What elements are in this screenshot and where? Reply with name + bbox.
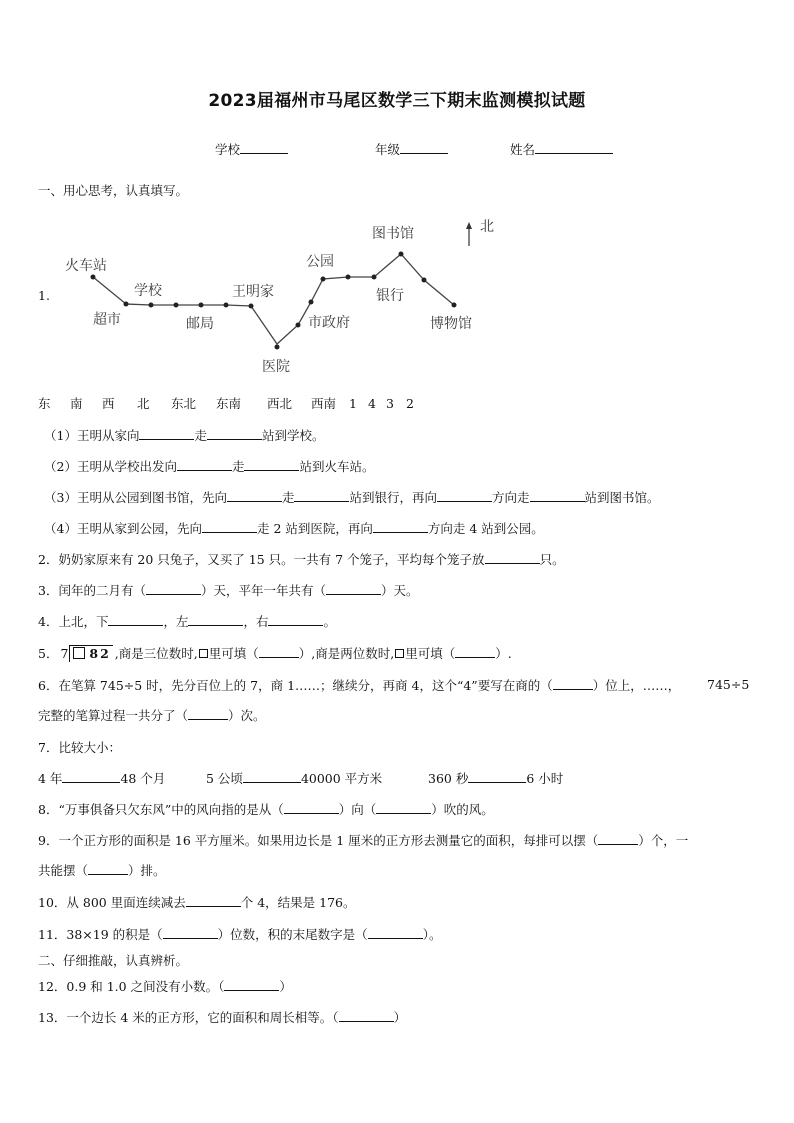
- text: 13．一个边长 4 米的正方形，它的面积和周长相等。（: [38, 1010, 339, 1025]
- grade-label: 年级: [375, 142, 401, 157]
- station-15: [422, 278, 427, 283]
- small-box-icon: [199, 649, 208, 658]
- option-southwest: 西南: [311, 396, 337, 411]
- text: ）向（: [338, 802, 377, 817]
- q2: [38, 551, 565, 568]
- dividend: 82: [89, 646, 111, 661]
- q12: [38, 978, 292, 995]
- label-school: 学校: [134, 283, 162, 299]
- answer-blank[interactable]: [294, 489, 349, 502]
- answer-blank[interactable]: [326, 582, 381, 599]
- q10: [38, 894, 355, 911]
- answer-blank[interactable]: [373, 520, 428, 533]
- q5: [38, 645, 512, 662]
- answer-blank[interactable]: [177, 458, 232, 471]
- answer-blank[interactable]: [339, 1009, 394, 1022]
- text: 方向走 4 站到公园。: [427, 521, 544, 536]
- text: 站到图书馆。: [584, 490, 660, 505]
- option-northwest: 西北: [267, 396, 293, 411]
- station-6: [224, 303, 229, 308]
- small-box-icon: [395, 649, 404, 658]
- station-4: [174, 303, 179, 308]
- text: ）: [393, 1010, 407, 1025]
- north-label: 北: [480, 219, 494, 235]
- option-3: 3: [386, 396, 394, 411]
- text: 6 小时: [526, 771, 564, 786]
- q6-line2: [38, 707, 266, 724]
- answer-blank[interactable]: [62, 770, 120, 783]
- text: ）位数，积的末尾数字是（: [217, 927, 368, 942]
- text: 6．在笔算 745÷5 时，先分百位上的 7，商 1……；继续分，再商 4，这个“4”要写在商的（: [38, 678, 553, 693]
- answer-blank[interactable]: [468, 770, 526, 783]
- station-museum: [452, 303, 457, 308]
- text: ，右: [243, 614, 269, 629]
- label-bank: 银行: [376, 288, 404, 304]
- route-map: [56, 214, 506, 384]
- station-supermarket: [124, 302, 129, 307]
- answer-blank[interactable]: [530, 489, 585, 502]
- station-9: [296, 323, 301, 328]
- text: 方向走: [492, 490, 530, 505]
- name-blank[interactable]: [535, 141, 613, 154]
- q1-sub1: [44, 427, 325, 444]
- text: 走: [281, 490, 295, 505]
- text: ,商是三位数时,: [114, 646, 198, 661]
- station-post: [199, 303, 204, 308]
- text: 10．从 800 里面连续减去: [38, 895, 186, 910]
- answer-blank[interactable]: [268, 613, 323, 626]
- text: 11．38×19 的积是（: [38, 927, 163, 942]
- text: ）天。: [380, 583, 419, 598]
- answer-blank[interactable]: [186, 894, 241, 907]
- text: 40000 平方米: [300, 771, 383, 786]
- q13: [38, 1009, 406, 1026]
- text: ）个，一: [638, 833, 689, 848]
- label-wangming-home: 王明家: [232, 284, 274, 300]
- text: 4．上北，下: [38, 614, 109, 629]
- text: ）位上，……，: [592, 678, 681, 693]
- grade-blank[interactable]: [400, 141, 448, 154]
- answer-blank[interactable]: [485, 551, 540, 564]
- station-school: [149, 303, 154, 308]
- text: 走: [194, 428, 207, 443]
- text: 走: [231, 459, 245, 474]
- name-label: 姓名: [510, 142, 536, 157]
- answer-blank[interactable]: [243, 770, 301, 783]
- q11: [38, 926, 441, 943]
- name-field: [510, 140, 613, 158]
- station-wangming: [249, 304, 254, 309]
- text: （4）王明从家到公园，先向: [44, 521, 202, 536]
- text: 5．: [38, 646, 59, 661]
- option-southeast: 东南: [216, 396, 242, 411]
- answer-blank[interactable]: [207, 427, 262, 440]
- answer-blank[interactable]: [202, 520, 257, 533]
- q1-sub2: [44, 458, 375, 475]
- q1-number: 1.: [38, 288, 50, 303]
- answer-blank[interactable]: [455, 645, 495, 658]
- text: 里可填（: [405, 646, 456, 661]
- option-northeast: 东北: [171, 396, 197, 411]
- q3: [38, 582, 419, 599]
- answer-blank[interactable]: [188, 707, 228, 720]
- digit-box[interactable]: [73, 647, 85, 659]
- answer-blank[interactable]: [437, 489, 492, 502]
- text: 4 年: [38, 771, 63, 786]
- answer-blank[interactable]: [163, 926, 218, 939]
- q8: [38, 801, 494, 818]
- label-park: 公园: [306, 254, 334, 270]
- text: 只。: [539, 552, 565, 567]
- text: 站到学校。: [261, 428, 325, 443]
- answer-blank[interactable]: [88, 862, 128, 875]
- station-park: [321, 277, 326, 282]
- q4: [38, 613, 336, 630]
- answer-blank[interactable]: [146, 582, 201, 599]
- text: ）: [279, 979, 292, 994]
- q1-sub4: [44, 520, 544, 537]
- label-hospital: 医院: [262, 359, 290, 375]
- text: ）天，平年一年共有（: [200, 583, 326, 598]
- q6-expression: 745÷5: [707, 677, 750, 692]
- station-12: [346, 275, 351, 280]
- text: 站到银行，再向: [349, 490, 437, 505]
- school-label: 学校: [215, 142, 241, 157]
- answer-blank[interactable]: [376, 801, 431, 814]
- text: 3．闰年的二月有（: [38, 583, 146, 598]
- q6-line1: [38, 677, 680, 694]
- answer-blank[interactable]: [598, 832, 638, 845]
- option-east: 东: [38, 396, 51, 411]
- label-city-hall: 市政府: [308, 315, 350, 331]
- station-hospital: [275, 345, 280, 350]
- text: 走 2 站到医院，再向: [256, 521, 373, 536]
- text: 5 公顷: [206, 771, 243, 786]
- compare-item: [206, 770, 382, 787]
- answer-blank[interactable]: [188, 613, 243, 626]
- text: ）次。: [228, 708, 266, 723]
- label-supermarket: 超市: [93, 312, 121, 328]
- station-library: [399, 252, 404, 257]
- text: 。: [323, 614, 336, 629]
- label-train-station: 火车站: [65, 258, 107, 274]
- text: 48 个月: [120, 771, 166, 786]
- text: 12．0.9 和 1.0 之间没有小数。（: [38, 979, 225, 994]
- school-field: [215, 140, 288, 158]
- school-blank[interactable]: [240, 141, 288, 154]
- answer-blank[interactable]: [244, 458, 299, 471]
- label-post-office: 邮局: [186, 316, 214, 332]
- text: 个 4，结果是 176。: [240, 895, 356, 910]
- text: ）,商是两位数时,: [298, 646, 395, 661]
- text: 里可填（: [208, 646, 259, 661]
- answer-blank[interactable]: [224, 978, 279, 991]
- text: 9．一个正方形的面积是 16 平方厘米。如果用边长是 1 厘米的正方形去测量它的面积，每排可以摆（: [38, 833, 599, 848]
- answer-blank[interactable]: [553, 677, 593, 690]
- q9-line2: [38, 862, 166, 879]
- text: ）。: [422, 927, 442, 942]
- text: 完整的笔算过程一共分了（: [38, 708, 189, 723]
- option-south: 南: [70, 396, 83, 411]
- page-title: 2023届福州市马尾区数学三下期末监测模拟试题: [208, 91, 586, 111]
- q7-heading: 7．比较大小：: [38, 740, 121, 755]
- option-1: 1: [349, 396, 357, 411]
- compare-item: [38, 770, 165, 787]
- answer-blank[interactable]: [368, 926, 423, 939]
- text: ）排。: [128, 863, 166, 878]
- option-2: 2: [406, 396, 414, 411]
- compare-item: [428, 770, 563, 787]
- answer-blank[interactable]: [139, 427, 194, 440]
- answer-blank[interactable]: [284, 801, 339, 814]
- text: ，左: [163, 614, 189, 629]
- text: ）.: [495, 646, 512, 661]
- long-division: [60, 645, 112, 662]
- text: 2．奶奶家原来有 20 只兔子，又买了 15 只。一共有 7 个笼子，平均每个笼子放: [38, 552, 485, 567]
- section-2-heading: 二、仔细推敲，认真辨析。: [38, 953, 189, 968]
- option-north: 北: [137, 396, 150, 411]
- text: （2）王明从学校出发向: [44, 459, 177, 474]
- section-1-heading: 一、用心思考，认真填写。: [38, 183, 189, 198]
- label-library: 图书馆: [372, 226, 414, 242]
- text: 360 秒: [428, 771, 469, 786]
- divisor: 7: [60, 646, 69, 661]
- text: 共能摆（: [38, 863, 89, 878]
- text: ）吹的风。: [431, 802, 494, 817]
- option-west: 西: [102, 396, 115, 411]
- text: 8．“万事俱备只欠东风”中的风向指的是从（: [38, 802, 284, 817]
- answer-blank[interactable]: [227, 489, 282, 502]
- answer-blank[interactable]: [108, 613, 163, 626]
- grade-field: [375, 140, 448, 158]
- option-4: 4: [368, 396, 376, 411]
- text: （3）王明从公园到图书馆，先向: [44, 490, 227, 505]
- label-museum: 博物馆: [430, 316, 472, 332]
- q9-line1: [38, 832, 688, 849]
- text: 站到火车站。: [299, 459, 375, 474]
- station-cityhall: [309, 300, 314, 305]
- text: （1）王明从家向: [44, 428, 140, 443]
- q1-sub3: [44, 489, 660, 506]
- station-train: [91, 275, 96, 280]
- answer-blank[interactable]: [259, 645, 299, 658]
- station-bank: [372, 275, 377, 280]
